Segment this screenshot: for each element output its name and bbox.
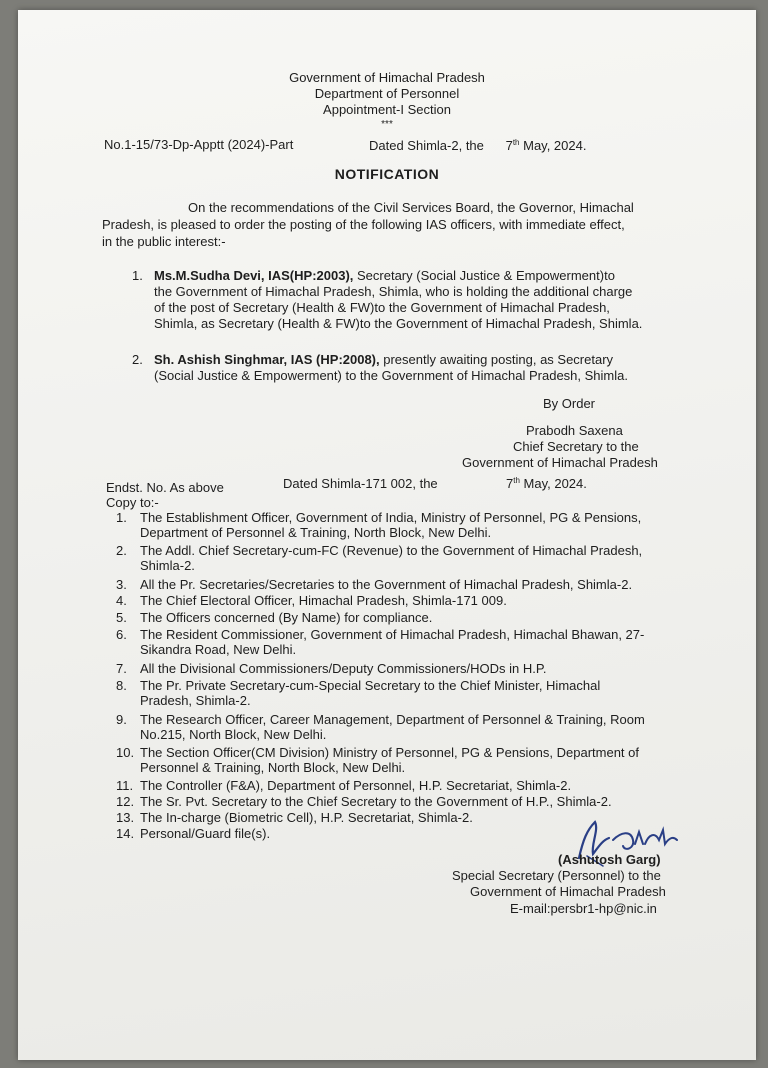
list-number: 3. (116, 577, 127, 592)
list-text: The Section Officer(CM Division) Ministry of Personnel, PG & Pensions, Department of (140, 745, 640, 760)
endst-label: Endst. No. As above (106, 480, 224, 495)
notification-title: NOTIFICATION (334, 166, 440, 182)
date-day-suffix: th (513, 476, 520, 485)
list-number: 12. (116, 794, 135, 809)
reference-number: No.1-15/73-Dp-Apptt (2024)-Part (104, 137, 294, 152)
item-line: (Social Justice & Empowerment) to the Government of Himachal Pradesh, Shimla. (154, 368, 628, 383)
list-number: 9. (116, 712, 127, 727)
date-rest: May, 2024. (523, 476, 587, 491)
date-day-suffix: th (512, 138, 520, 147)
list-number: 7. (116, 661, 127, 676)
signatory-name-2: (Ashutosh Garg) (558, 852, 661, 867)
signatory-title-2: Government of Himachal Pradesh (462, 455, 658, 470)
signatory2-email: E-mail:persbr1-hp@nic.in (510, 901, 657, 916)
reference-date (369, 135, 586, 153)
signatory2-title-1: Special Secretary (Personnel) to the (452, 868, 661, 883)
officer-name: Sh. Ashish Singhmar, IAS (HP:2008), (154, 352, 380, 367)
list-text: The Officers concerned (By Name) for compliance. (140, 610, 433, 625)
list-number: 13. (116, 810, 135, 825)
body-line-3: in the public interest:- (102, 234, 226, 249)
header-department: Department of Personnel (314, 86, 460, 101)
list-text: The Pr. Private Secretary-cum-Special Secretary to the Chief Minister, Himachal (140, 678, 601, 693)
list-text: The Sr. Pvt. Secretary to the Chief Secretary to the Government of H.P., Shimla-2. (140, 794, 612, 809)
header-stars: *** (381, 119, 393, 130)
item-line (154, 268, 615, 284)
body-line-2: Pradesh, is pleased to order the posting of the following IAS officers, with immediate effect, (102, 217, 625, 232)
dated-label: Dated Shimla-2, the (369, 138, 484, 153)
copy-to-label: Copy to:- (106, 495, 159, 510)
list-text: The Controller (F&A), Department of Personnel, H.P. Secretariat, Shimla-2. (140, 778, 572, 793)
list-text: The Addl. Chief Secretary-cum-FC (Revenue) to the Government of Himachal Pradesh, (140, 543, 643, 558)
list-text: The Establishment Officer, Government of India, Ministry of Personnel, PG & Pensions, (140, 510, 642, 525)
header-section: Appointment-I Section (323, 102, 451, 117)
body-line-1: On the recommendations of the Civil Services Board, the Governor, Himachal (188, 200, 634, 215)
list-text: Pradesh, Shimla-2. (140, 693, 251, 708)
list-text: The Chief Electoral Officer, Himachal Pradesh, Shimla-171 009. (140, 593, 507, 608)
list-text: Personnel & Training, North Block, New Delhi. (140, 760, 406, 775)
item-text: Secretary (Social Justice & Empowerment)to (353, 268, 615, 283)
officer-name: Ms.M.Sudha Devi, IAS(HP:2003), (154, 268, 354, 283)
date-day: 7 (505, 138, 513, 153)
date-day: 7 (506, 476, 514, 491)
list-text: All the Divisional Commissioners/Deputy Commissioners/HODs in H.P. (140, 661, 547, 676)
item-text: presently awaiting posting, as Secretary (379, 352, 614, 367)
list-text: All the Pr. Secretaries/Secretaries to the Government of Himachal Pradesh, Shimla-2. (140, 577, 633, 592)
list-number: 2. (116, 543, 127, 558)
list-number: 6. (116, 627, 127, 642)
list-text: No.215, North Block, New Delhi. (140, 727, 327, 742)
by-order: By Order (543, 396, 596, 411)
endst-dated: Dated Shimla-171 002, the (283, 476, 438, 491)
item-line: the Government of Himachal Pradesh, Shimla, who is holding the additional charge (154, 284, 633, 299)
list-number: 10. (116, 745, 135, 760)
list-number: 1. (116, 510, 127, 525)
endst-date (506, 473, 587, 491)
list-number: 5. (116, 610, 127, 625)
signatory2-title-2: Government of Himachal Pradesh (470, 884, 666, 899)
list-text: The Resident Commissioner, Government of Himachal Pradesh, Himachal Bhawan, 27- (140, 627, 645, 642)
item-line: of the post of Secretary (Health & FW)to the Government of Himachal Pradesh, (154, 300, 610, 315)
list-number: 14. (116, 826, 135, 841)
item-line: Shimla, as Secretary (Health & FW)to the Government of Himachal Pradesh, Shimla. (154, 316, 643, 331)
document-page (18, 10, 756, 1060)
item-line (154, 352, 613, 368)
header-government: Government of Himachal Pradesh (289, 70, 485, 85)
list-text: The Research Officer, Career Management, Department of Personnel & Training, Room (140, 712, 645, 727)
list-text: The In-charge (Biometric Cell), H.P. Secretariat, Shimla-2. (140, 810, 473, 825)
item-number: 1. (132, 268, 143, 283)
item-number: 2. (132, 352, 143, 367)
signatory-title-1: Chief Secretary to the (513, 439, 639, 454)
list-text: Shimla-2. (140, 558, 195, 573)
list-text: Department of Personnel & Training, North Block, New Delhi. (140, 525, 492, 540)
list-number: 4. (116, 593, 127, 608)
date-rest: May, 2024. (523, 138, 587, 153)
signatory-name: Prabodh Saxena (526, 423, 623, 438)
list-number: 8. (116, 678, 127, 693)
list-number: 11. (116, 778, 134, 793)
list-text: Sikandra Road, New Delhi. (140, 642, 297, 657)
list-text: Personal/Guard file(s). (140, 826, 271, 841)
